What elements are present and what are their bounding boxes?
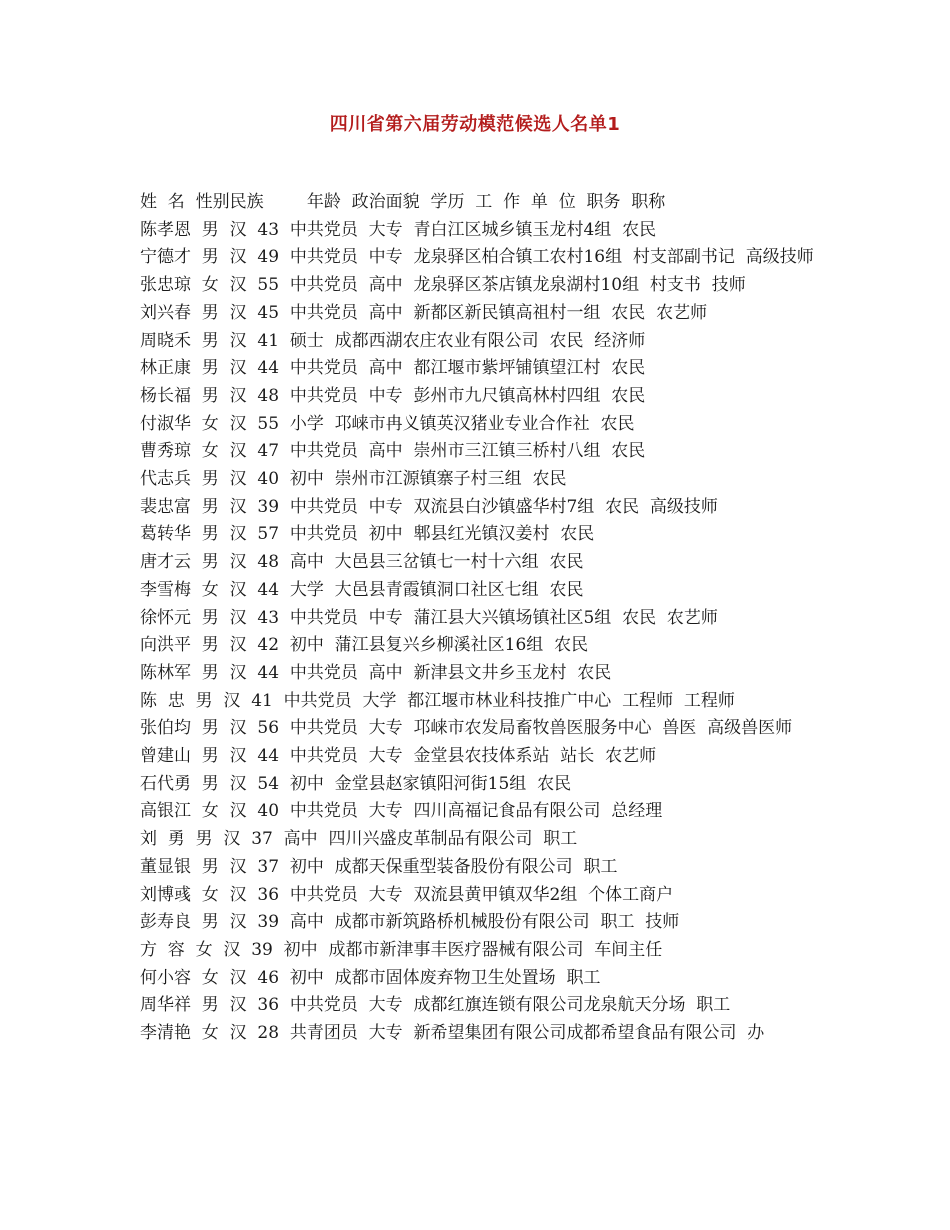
candidate-entry: 张伯均 男 汉 56 中共党员 大专 邛崃市农发局畜牧兽医服务中心 兽医 高级兽医师 xyxy=(140,718,793,739)
candidate-entry: 宁德才 男 汉 49 中共党员 中专 龙泉驿区柏合镇工农村16组 村支部副书记 高级技师 xyxy=(140,247,814,268)
document-title: 四川省第六届劳动模范候选人名单1 xyxy=(329,114,621,135)
candidate-entry: 陈孝恩 男 汉 43 中共党员 大专 青白江区城乡镇玉龙村4组 农民 xyxy=(140,219,657,240)
candidate-entry: 葛转华 男 汉 57 中共党员 初中 郫县红光镇汉姜村 农民 xyxy=(140,524,595,545)
candidate-entry: 付淑华 女 汉 55 小学 邛崃市冉义镇英汉猪业专业合作社 农民 xyxy=(140,413,635,434)
candidate-entry: 李清艳 女 汉 28 共青团员 大专 新希望集团有限公司成都希望食品有限公司 办 xyxy=(140,1023,765,1044)
candidate-entry: 裴忠富 男 汉 39 中共党员 中专 双流县白沙镇盛华村7组 农民 高级技师 xyxy=(140,496,718,517)
candidate-entry: 唐才云 男 汉 48 高中 大邑县三岔镇七一村十六组 农民 xyxy=(140,552,584,573)
candidate-entry: 何小容 女 汉 46 初中 成都市固体废弃物卫生处置场 职工 xyxy=(140,967,601,988)
candidate-entry: 林正康 男 汉 44 中共党员 高中 都江堰市紫坪铺镇望江村 农民 xyxy=(140,358,646,379)
candidate-entry: 张忠琼 女 汉 55 中共党员 高中 龙泉驿区茶店镇龙泉湖村10组 村支书 技师 xyxy=(140,275,746,296)
candidate-entry: 周华祥 男 汉 36 中共党员 大专 成都红旗连锁有限公司龙泉航天分场 职工 xyxy=(140,995,731,1016)
candidate-entry: 曹秀琼 女 汉 47 中共党员 高中 崇州市三江镇三桥村八组 农民 xyxy=(140,441,646,462)
candidate-entry: 董显银 男 汉 37 初中 成都天保重型装备股份有限公司 职工 xyxy=(140,856,618,877)
candidate-entry: 刘兴春 男 汉 45 中共党员 高中 新都区新民镇高祖村一组 农民 农艺师 xyxy=(140,302,708,323)
candidate-entry: 陈 忠 男 汉 41 中共党员 大学 都江堰市林业科技推广中心 工程师 工程师 xyxy=(140,690,735,711)
candidate-entry: 徐怀元 男 汉 43 中共党员 中专 蒲江县大兴镇场镇社区5组 农民 农艺师 xyxy=(140,607,718,628)
candidate-entry: 杨长福 男 汉 48 中共党员 中专 彭州市九尺镇高林村四组 农民 xyxy=(140,385,646,406)
candidate-entry: 刘博彧 女 汉 36 中共党员 大专 双流县黄甲镇双华2组 个体工商户 xyxy=(140,884,674,905)
candidate-entry: 周晓禾 男 汉 41 硕士 成都西湖农庄农业有限公司 农民 经济师 xyxy=(140,330,646,351)
candidate-entry: 陈林军 男 汉 44 中共党员 高中 新津县文井乡玉龙村 农民 xyxy=(140,662,612,683)
candidate-list xyxy=(140,189,820,1048)
candidate-entry: 彭寿良 男 汉 39 高中 成都市新筑路桥机械股份有限公司 职工 技师 xyxy=(140,912,680,933)
candidate-entry: 刘 勇 男 汉 37 高中 四川兴盛皮革制品有限公司 职工 xyxy=(140,829,578,850)
candidate-entry: 石代勇 男 汉 54 初中 金堂县赵家镇阳河街15组 农民 xyxy=(140,773,572,794)
candidate-entry: 向洪平 男 汉 42 初中 蒲江县复兴乡柳溪社区16组 农民 xyxy=(140,635,589,656)
candidate-entry: 方 容 女 汉 39 初中 成都市新津事丰医疗器械有限公司 车间主任 xyxy=(140,939,663,960)
column-header-line: 姓 名 性别民族 年龄 政治面貌 学历 工 作 单 位 职务 职称 xyxy=(140,192,666,212)
candidate-entry: 高银江 女 汉 40 中共党员 大专 四川高福记食品有限公司 总经理 xyxy=(140,801,663,822)
candidate-entry: 代志兵 男 汉 40 初中 崇州市江源镇寨子村三组 农民 xyxy=(140,469,567,490)
candidate-entry: 曾建山 男 汉 44 中共党员 大专 金堂县农技体系站 站长 农艺师 xyxy=(140,746,657,767)
candidate-entry: 李雪梅 女 汉 44 大学 大邑县青霞镇洞口社区七组 农民 xyxy=(140,579,584,600)
